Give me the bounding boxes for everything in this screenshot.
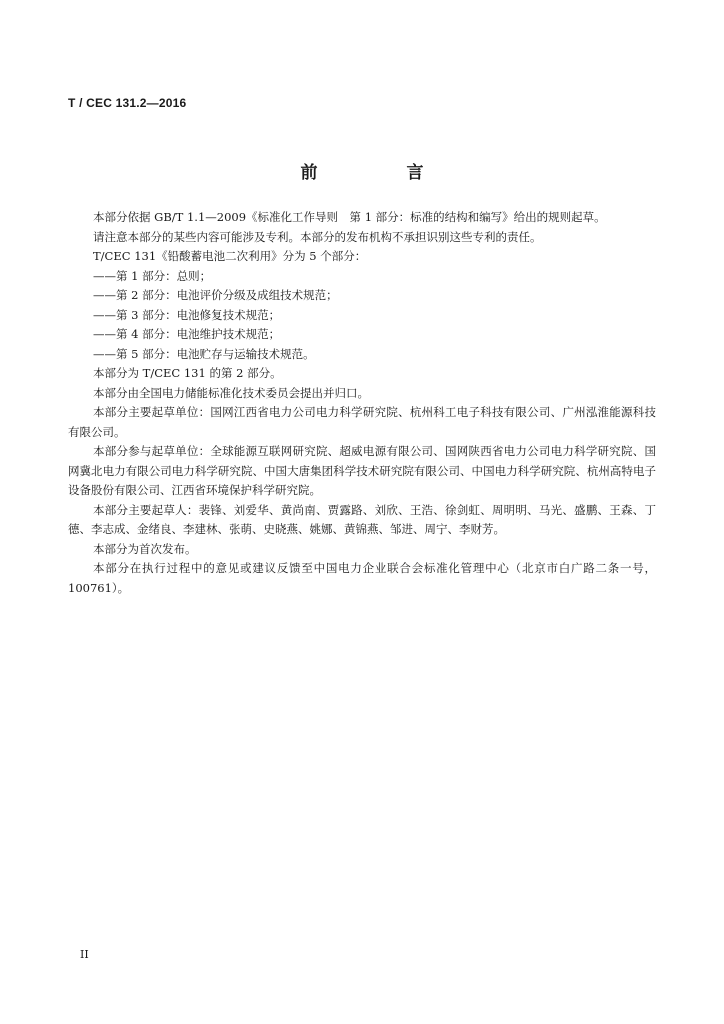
paragraph: 本部分为 T/CEC 131 的第 2 部分。 — [93, 366, 282, 380]
list-item: ——第 4 部分：电池维护技术规范； — [93, 327, 281, 341]
page-title: 前 言 — [300, 163, 460, 183]
paragraph: T/CEC 131《铅酸蓄电池二次利用》分为 5 个部分： — [93, 249, 367, 263]
list-item: ——第 2 部分：电池评价分级及成组技术规范； — [93, 288, 338, 302]
paragraph: 本部分主要起草单位：国网江西省电力公司电力科学研究院、杭州科工电子科技有限公司、广州泓淮能源科技有限公司。 — [68, 405, 656, 439]
foreword-body — [68, 208, 656, 598]
paragraph: 本部分依据 GB/T 1.1—2009《标准化工作导则 第 1 部分：标准的结构和编写》给出的规则起草。 — [93, 210, 606, 224]
list-item: ——第 5 部分：电池贮存与运输技术规范。 — [93, 346, 315, 361]
paragraph: 本部分在执行过程中的意见或建议反馈至中国电力企业联合会标准化管理中心（北京市白广路二条一号，100761）。 — [68, 561, 656, 595]
paragraph: 本部分主要起草人：裴锋、刘爱华、黄尚南、贾露路、刘欣、王浩、徐剑虹、周明明、马光、盛鹏、王森、丁德、李志成、金绪良、李建林、张萌、史晓燕、姚娜、黄锦燕、邹进、周宁、李财芳。 — [68, 502, 656, 536]
paragraph: 本部分由全国电力储能标准化技术委员会提出并归口。 — [93, 385, 369, 400]
standard-code: T / CEC 131.2—2016 — [68, 96, 187, 110]
list-item: ——第 3 部分：电池修复技术规范； — [93, 307, 281, 322]
paragraph: 本部分为首次发布。 — [93, 541, 197, 556]
paragraph: 请注意本部分的某些内容可能涉及专利。本部分的发布机构不承担识别这些专利的责任。 — [93, 229, 542, 244]
paragraph: 本部分参与起草单位：全球能源互联网研究院、超威电源有限公司、国网陕西省电力公司电力科学研究院、国网冀北电力有限公司电力科学研究院、中国大唐集团科学技术研究院有限公司、中国电力科学研究院、杭州高特电子设备股份有限公司、江西省环境保护科学研究院。 — [68, 444, 656, 497]
list-item: ——第 1 部分：总则； — [93, 268, 212, 283]
page-number: II — [80, 948, 89, 961]
